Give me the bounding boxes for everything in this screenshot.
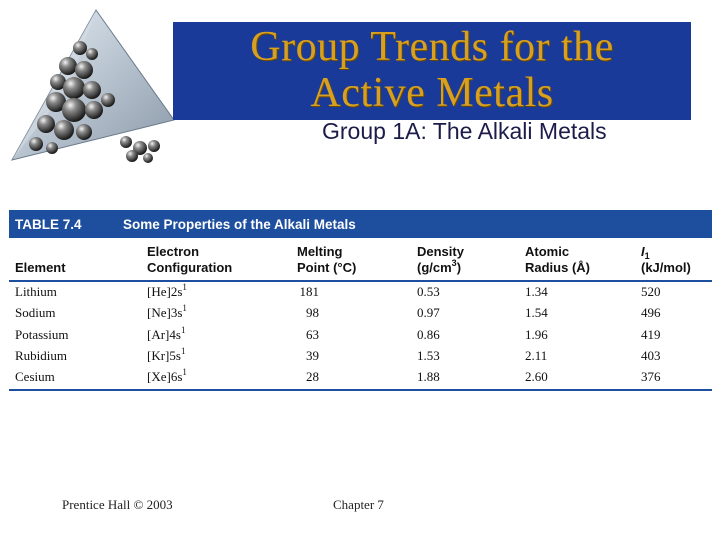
cell-ionization-energy: 376: [641, 367, 712, 390]
cell-configuration: $[Ne]3s^1$: [147, 303, 187, 321]
cell-atomic-radius: 1.54: [525, 305, 548, 321]
cell-melting-point: 28: [297, 367, 417, 390]
table-row: [9, 281, 712, 303]
slide-title: [173, 24, 691, 116]
cell-ionization-energy: 403: [641, 348, 661, 364]
header-density: Density $(g/cm^3)$: [417, 238, 525, 281]
molecule-logo-icon: [8, 8, 176, 166]
cell-density: 0.53: [417, 284, 440, 300]
alkali-metals-table: [9, 210, 712, 391]
cell-element: Potassium: [15, 326, 69, 342]
header-electron-configuration: Electron Configuration: [147, 238, 297, 281]
cell-density: 0.97: [417, 305, 440, 321]
cell-melting-point: 39: [306, 348, 319, 364]
cell-atomic-radius: 1.34: [525, 284, 548, 300]
footer-publisher: Prentice Hall © 2003: [62, 497, 173, 512]
slide-title-line-2: Active Metals: [310, 70, 554, 116]
header-atomic-radius: Atomic Radius (Å): [525, 238, 641, 281]
cell-element: Sodium: [15, 305, 56, 321]
slide-subtitle: Group 1A: The Alkali Metals: [322, 118, 607, 144]
cell-atomic-radius: 2.60: [525, 367, 641, 390]
cell-configuration: $[Ar]4s^1$: [147, 324, 186, 342]
cell-element: Lithium: [15, 284, 57, 300]
header-melting-point: Melting Point (°C): [297, 238, 417, 281]
table-caption: Some Properties of the Alkali Metals: [123, 216, 356, 232]
cell-configuration: $[Kr]5s^1$: [147, 346, 186, 364]
header-element: Element: [9, 238, 147, 281]
cell-configuration: $[Xe]6s^1$: [147, 367, 297, 390]
cell-ionization-energy: 520: [641, 284, 661, 300]
cell-element: Rubidium: [15, 348, 68, 364]
table-row: [9, 324, 712, 346]
properties-table: [9, 238, 712, 391]
table-caption-bar: [9, 210, 712, 238]
cell-density: 1.53: [417, 348, 440, 364]
table-row: [9, 367, 712, 390]
cell-configuration: $[He]2s^1$: [147, 282, 187, 300]
table-row: [9, 346, 712, 368]
cell-element: Cesium: [9, 367, 147, 390]
footer-chapter: Chapter 7: [333, 497, 384, 512]
header-ionization-energy: $I_1$ (kJ/mol): [641, 238, 712, 281]
cell-atomic-radius: 2.11: [525, 348, 548, 364]
cell-atomic-radius: 1.96: [525, 326, 548, 342]
cell-ionization-energy: 419: [641, 326, 661, 342]
cell-ionization-energy: 496: [641, 305, 661, 321]
table-row: [9, 303, 712, 325]
table-number: TABLE 7.4: [15, 216, 82, 232]
cell-melting-point: 181: [299, 284, 319, 300]
cell-melting-point: 98: [306, 305, 319, 321]
cell-melting-point: 63: [306, 326, 319, 342]
cell-density: 1.88: [417, 367, 525, 390]
cell-density: 0.86: [417, 326, 440, 342]
slide-title-line-1: Group Trends for the: [250, 24, 614, 70]
table-header-row: [9, 238, 712, 281]
